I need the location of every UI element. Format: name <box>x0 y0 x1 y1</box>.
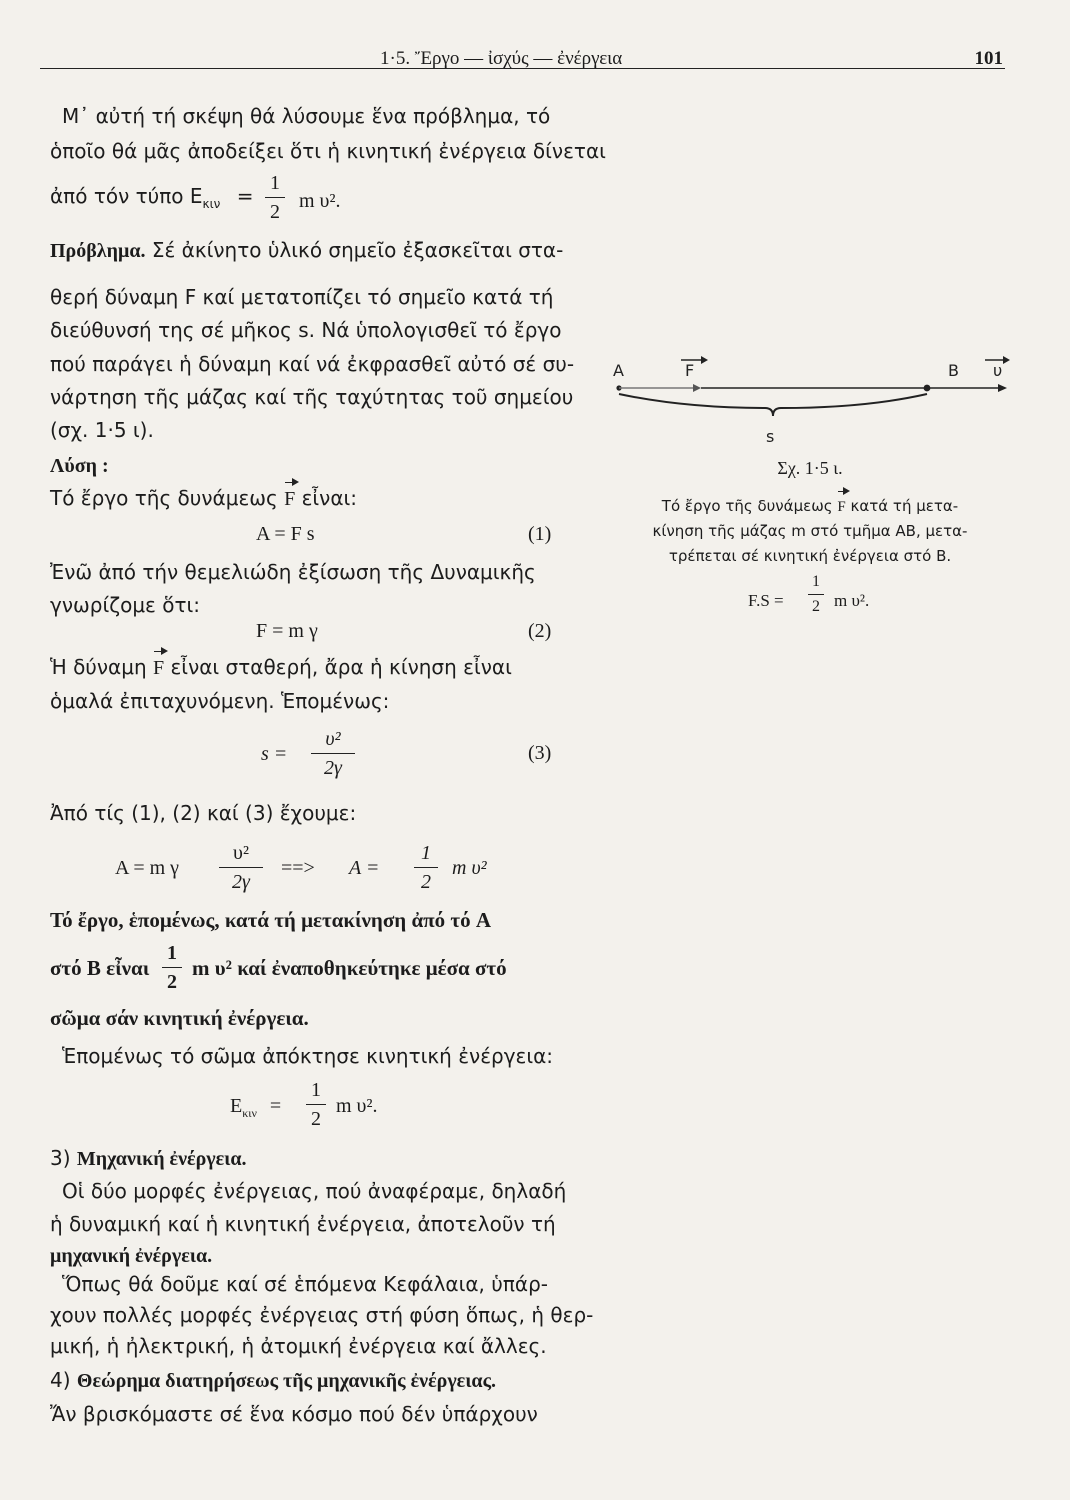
section-3-title: Μηχανική ἐνέργεια. <box>76 1148 247 1170</box>
work-line-prefix: Τό ἔργο τῆς δυνάμεως <box>50 486 278 510</box>
fraction-bar <box>414 867 438 868</box>
velocity-label: υ <box>993 361 1003 380</box>
caption-eq-den: 2 <box>812 598 820 615</box>
constant-line-suffix: εἶναι σταθερή, ἄρα ἡ κίνηση εἶναι <box>170 655 512 679</box>
fraction-bar <box>808 594 824 595</box>
conclusion-frac-den: 2 <box>167 971 177 993</box>
section-3-number: 3) <box>50 1146 71 1170</box>
caption-eq-lhs: F.S = <box>748 591 784 610</box>
eq4-rhs-den: 2 <box>421 871 431 893</box>
fraction-bar <box>265 197 285 198</box>
problem-line-1 <box>50 238 563 263</box>
conclusion-line-2-suffix: m υ² καί ἐναποθηκεύτηκε μέσα στό <box>192 956 507 980</box>
intro-formula-suffix: m υ². <box>299 190 341 212</box>
section-3-line-2: ἡ δυναμική καί ἡ κινητική ἐνέργεια, ἀποτελοῦν τή <box>50 1212 556 1236</box>
fraction-bar <box>162 967 182 968</box>
section-3-line-6: μική, ἡ ἠλεκτρική, ἡ ἀτομική ἐνέργεια καί ἄλλες. <box>50 1334 547 1358</box>
work-line-suffix: εἶναι: <box>301 486 358 510</box>
force-vector: F <box>837 496 845 518</box>
equation-4-lhs: A = m γ <box>115 857 180 879</box>
force-label-arrowhead <box>701 356 708 364</box>
equation-2: F = m γ <box>256 620 318 642</box>
intro-fraction <box>265 172 285 223</box>
velocity-vector-head <box>998 384 1007 392</box>
eq4-num: υ² <box>233 842 249 864</box>
conclusion-line-2-prefix: στό B εἶναι <box>50 956 150 980</box>
point-a-label: A <box>613 361 624 380</box>
constant-force-line-1 <box>50 655 512 680</box>
conclusion-fraction <box>162 942 182 993</box>
intro-line-3 <box>50 184 254 211</box>
distance-brace <box>619 394 927 416</box>
equation-2-number: (2) <box>528 620 552 642</box>
section-3-line-1: Οἱ δύο μορφές ἐνέργειας, πού ἀναφέραμε, δηλαδή <box>62 1179 567 1203</box>
page-number: 101 <box>974 48 1003 69</box>
conclusion-frac-num: 1 <box>167 942 177 964</box>
running-header <box>40 46 1025 70</box>
equation-4-fraction <box>219 842 263 893</box>
force-vector-head <box>693 384 701 392</box>
intro-line-2: ὁποῖο θά μᾶς ἀποδείξει ὅτι ἡ κινητική ἐνέργεια δίνεται <box>50 139 606 163</box>
intro-formula-eq: = <box>236 184 254 208</box>
constant-line-prefix: Ἡ δύναμη <box>50 655 147 679</box>
conclusion-line-3: σῶμα σάν κινητική ἐνέργεια. <box>50 1006 309 1030</box>
figure-caption-line-2: κίνηση τῆς μάζας m στό τμῆμα AB, μετα- <box>652 522 968 540</box>
from-equations-line: Ἀπό τίς (1), (2) καί (3) ἔχουμε: <box>50 801 357 825</box>
eq4-rhs-num: 1 <box>421 842 431 864</box>
problem-label: Πρόβλημα. <box>50 240 146 262</box>
equation-4-rhs-fraction <box>414 842 438 893</box>
caption-eq-num: 1 <box>812 573 820 590</box>
newton-line-1: Ἐνῶ ἀπό τήν θεμελιώδη ἐξίσωση τῆς Δυναμικῆς <box>50 560 536 584</box>
caption-line-1-prefix: Τό ἔργο τῆς δυνάμεως <box>661 497 833 515</box>
newton-line-2: γνωρίζομε ὅτι: <box>50 593 201 617</box>
constant-force-line-2: ὁμαλά ἐπιταχυνόμενη. Ἑπομένως: <box>50 689 390 713</box>
header-rule <box>40 68 1005 69</box>
intro-frac-num: 1 <box>270 172 280 194</box>
section-4-title: Θεώρημα διατηρήσεως τῆς μηχανικῆς ἐνέργειας. <box>76 1370 497 1392</box>
intro-frac-den: 2 <box>270 201 280 223</box>
section-4-heading <box>50 1368 496 1393</box>
fraction-bar <box>311 753 355 754</box>
force-vector: F <box>284 488 296 510</box>
point-b-label: B <box>948 361 959 380</box>
kinetic-line: Ἑπομένως τό σῶμα ἀπόκτησε κινητική ἐνέργεια: <box>62 1044 554 1068</box>
kinetic-eq-lhs <box>230 1094 281 1118</box>
equation-4-rhs-tail: m υ² <box>452 857 487 879</box>
work-line <box>50 486 357 511</box>
equation-3-lhs: s = <box>261 743 288 765</box>
problem-line-5: νάρτηση τῆς μάζας καί τῆς ταχύτητας τοῦ σημείου <box>50 385 574 409</box>
figure-caption-title: Σχ. 1·5 ι. <box>777 458 843 478</box>
implies-arrow: ==> <box>281 857 315 879</box>
kinetic-fraction <box>306 1079 326 1130</box>
kinetic-eq-tail: m υ². <box>336 1095 378 1117</box>
section-3-line-3: μηχανική ἐνέργεια. <box>50 1245 213 1267</box>
eq3-num: υ² <box>325 728 341 750</box>
eq3-den: 2γ <box>324 757 342 779</box>
intro-formula-prefix: ἀπό τόν τύπο E <box>50 184 203 208</box>
problem-line-6: (σχ. 1·5 ι). <box>50 418 154 442</box>
equation-3-fraction <box>311 728 355 779</box>
equation-1-number: (1) <box>528 523 552 545</box>
eq4-den: 2γ <box>232 871 250 893</box>
section-4-number: 4) <box>50 1368 71 1392</box>
caption-eq-fraction <box>808 573 824 616</box>
section-title: 1·5. Ἔργο — ἰσχύς — ἐνέργεια <box>380 48 623 69</box>
fraction-bar <box>219 867 263 868</box>
equation-4-rhs-lhs: A = <box>349 857 380 879</box>
fraction-bar <box>306 1104 326 1105</box>
intro-formula-sub: κιν <box>202 197 221 211</box>
kinetic-eq-sub: κιν <box>242 1106 257 1120</box>
figure-caption-line-1 <box>610 495 1010 518</box>
section-4-line-1: Ἄν βρισκόμαστε σέ ἕνα κόσμο πού δέν ὑπάρχουν <box>50 1402 538 1426</box>
caption-line-1-suffix: κατά τή μετα- <box>850 497 959 515</box>
force-label: F <box>685 361 695 380</box>
problem-line-3: διεύθυνσή της σέ μῆκος s. Νά ὑπολογισθεῖ τό ἔργο <box>50 318 562 342</box>
figure-1-5-diagram <box>605 350 1015 450</box>
section-3-line-4: Ὅπως θά δοῦμε καί σέ ἑπόμενα Κεφάλαια, ὑπάρ- <box>62 1272 548 1296</box>
equation-1: A = F s <box>256 523 315 545</box>
section-3-line-5: χουν πολλές μορφές ἐνέργειας στή φύση ὅπως, ἡ θερ- <box>50 1303 594 1327</box>
problem-line-2: θερή δύναμη F καί μετατοπίζει τό σημεῖο κατά τή <box>50 285 554 309</box>
kinetic-frac-den: 2 <box>311 1108 321 1130</box>
conclusion-line-1: Τό ἔργο, ἑπομένως, κατά τή μετακίνηση ἀπό τό A <box>50 908 492 932</box>
distance-label: s <box>766 427 775 446</box>
caption-eq-tail: m υ². <box>834 591 870 610</box>
solution-label: Λύση : <box>50 455 109 477</box>
figure-caption-line-3: τρέπεται σέ κινητική ἐνέργεια στό B. <box>668 547 952 565</box>
intro-line-1: Μ᾽ αὐτή τή σκέψη θά λύσουμε ἕνα πρόβλημα, τό <box>62 104 551 128</box>
velocity-label-arrowhead <box>1003 356 1010 364</box>
problem-text-1: Σέ ἀκίνητο ὑλικό σημεῖο ἐξασκεῖται στα- <box>151 238 564 262</box>
kinetic-frac-num: 1 <box>311 1079 321 1101</box>
kinetic-eq-eq: = <box>269 1095 282 1117</box>
force-vector: F <box>153 657 165 679</box>
equation-3-number: (3) <box>528 742 552 764</box>
problem-line-4: πού παράγει ἡ δύναμη καί νά ἐκφρασθεῖ αὐτό σέ συ- <box>50 352 575 376</box>
kinetic-eq-E: E <box>230 1095 243 1117</box>
section-3-heading <box>50 1146 247 1171</box>
